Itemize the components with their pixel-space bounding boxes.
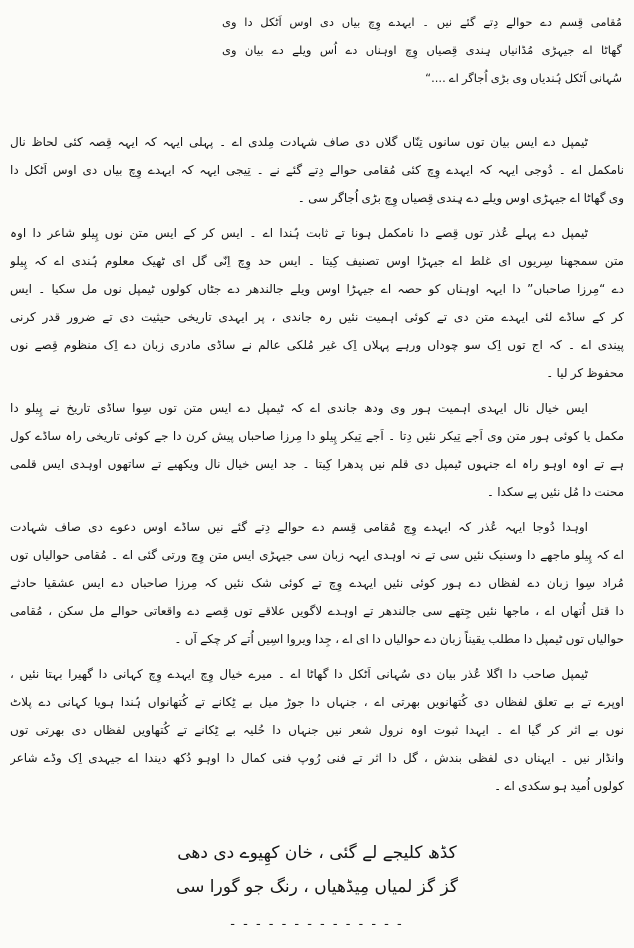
text-line: اوہدا دُوجا ایہہ عُذر کہ ایہدے وِچ مُقامی قِسم دے حوالے دِتے گئے نیں ساڈے اوس دعوے دی صاف شہادت [10,520,588,534]
text-line: ٹیمپل دے پہلے عُذر توں قِصے دا نامکمل ہونا تے ثابت ہُندا اے ۔ ایس کر کے ایس متن نوں پِیلو شاعر دا اوہ [10,226,588,240]
verse-line: کڈھ کلیجے لے گئی ، خان کھِیوے دی دھی [177,843,457,863]
paragraph [10,128,624,212]
text-line: مُراد سِوا زبان دے لفظاں دے ہور کوئی نئیں ایہدے وِچ تے کوئی شک نئیں کہ مِرزا صاحباں دے ایس عشقیا حادثے [10,576,624,590]
verse-line: گز گز لمیاں مِیڈھیاں ، رنگ جو گورا سی [175,877,459,897]
text-line: محنت دا مُل نئیں پے سکدا ۔ [486,485,624,499]
text-line: محفوظ کر لیا ۔ [546,366,624,380]
paragraph [10,219,624,387]
text-line: اے کہ پِیلو ماجھے دا وسنیک نئیں سی تے نہ اوہدی ایہہ زبان سی جیہڑی ایس متن وِچ ورتی گئی اے ۔ مُقامی حوالیاں توں [10,548,624,562]
text-line: کر کے ساڈے لئی ایہدے متن دی تے کوئی اہمیت نئیں رہ جاندی ، پر ایہدی تاریخی حیثیت دی تے ضرور قدر کرنی [10,310,624,324]
quote-line: سُہانی اَٹکل ہُندیاں وی بڑی اُجاگر اے ....“ [425,71,622,85]
text-line: اوپرے تے بے تعلق لفظاں دی کُتھانویں بھرتی اے ، جنہاں دا جوڑ میل بے ٹِکانے تے کُتھانواں ہُندا ہویا کہانی دے پلاٹ [10,695,624,709]
text-line: کولوں اُمید ہو سکدی اے ۔ [494,779,624,793]
paragraph [10,660,624,800]
text-line: دا قتل اُتھاں اے ، ماجھا نئیں جِتھے سی جالندھر تے اوہدے لاگویں علاقے توں قِصے دے واقعاتی حوالے مل سکن ، مُقامی [10,604,624,618]
text-line: پیندی اے ۔ کہ اج توں اِک سو چوداں ورہے پہلاں اِک غیر مُلکی عالم نے ساڈی مادری زبان دے اِک منظوم قِصے نوں [10,338,624,352]
text-line: نامکمل اے ۔ دُوجی ایہہ کہ ایہدے وِچ کئی مُقامی حوالے دِتے گئے نے ۔ تِیجی ایہہ کہ ایہدے وِچ بیاں دی اوس اَٹکل دا [10,163,624,177]
text-line: دے “مِرزا صاحباں” دا ایہہ اوہناں کو حصہ اے جیہڑا اوس ویلے جالندھر دے جٹاں کولوں ٹیمپل نوں مل سکیا ۔ ایس [10,282,624,296]
end-divider: - - - - - - - - - - - - - - [230,917,404,932]
text-line: مکمل یا کوئی ہور متن وی اَجے تِیکر نئیں دِتا ۔ اَجے تِیکر پِیلو دا مِرزا صاحباں پیش کرن دا جے کوئی تاریخی راہ ساڈے کول [10,429,624,443]
text-line: ہے تے اوہ اوہو راہ اے جنہوں ٹیمپل دی قلم نیں پدھرا کِیتا ۔ جد ایس خیال نال ویکھیے تے ساتھوں اوہدی ایس قلمی [10,457,624,471]
block-quote [222,8,622,92]
text-line: حوالیاں توں ٹیمپل دا مطلب یقیناً زبان دے حوالیاں دا ای اے ، جِدا ویروا اسِیں اُتے کر چکے آں ۔ [174,632,624,646]
paragraph [10,394,624,506]
quote-line: گھاٹا اے جیہڑی مُڈانیاں ہِندی قِصیاں وِچ اوہناں دے اُس ویلے دے بیان وی [222,43,622,57]
text-line: ٹیمپل صاحب دا اگلا عُذر بیان دی سُہانی اَٹکل دا گھاٹا اے ۔ میرے خیال وِچ ایہدے وِچ کہانی دا گھیرا بہتا نئیں ، [10,667,588,681]
text-line: وی گھاٹا اے جیہڑی اوس ویلے دے ہِندی قِصیاں وِچ بڑی اُجاگر سی ۔ [297,191,624,205]
text-line: متن سمجھنا سِریوں ای غلط اے جیہڑا اوس تصنیف کِیتا ۔ ایس حد وِچ اِنّی گل ای ٹھیک معلوم ہُندی اے کہ پِیلو [10,254,624,268]
text-line: ٹیمپل دے ایس بیان توں سانوں تِنّاں گلاں دی صاف شہادت مِلدی اے ۔ پہلی ایہہ کہ ایہہ قِصہ کئی لحاظ نال [10,135,588,149]
paragraph [10,513,624,653]
quote-line: مُقامی قِسم دے حوالے دِتے گئے نیں ۔ ایہدے وِچ بیاں دی اوس اَٹکل دا وی [222,15,622,29]
text-line: نوں بے اثر کر گیا اے ۔ ایہدا ثبوت اوہ نرول شعر نیں جنہاں دا حُلیہ بے ٹِکانے تے کُتھاویں لفظاں دی بھرتی توں [10,723,624,737]
verse-couplet [10,836,624,904]
text-line: ایس خیال نال ایہدی اہمیت ہور وی ودھ جاندی اے کہ ٹیمپل دے ایس متن توں سِوا ساڈی تاریخ نے پِیلو دا [10,401,588,415]
text-line: وانڈار نیں ۔ ایہناں دی لفظی بندش ، گل دا اثر تے فنی رُوپ فنی کمال دا اوہو دُکھ دیندا اے جیہدی اِک وڈے شاعر [10,751,624,765]
